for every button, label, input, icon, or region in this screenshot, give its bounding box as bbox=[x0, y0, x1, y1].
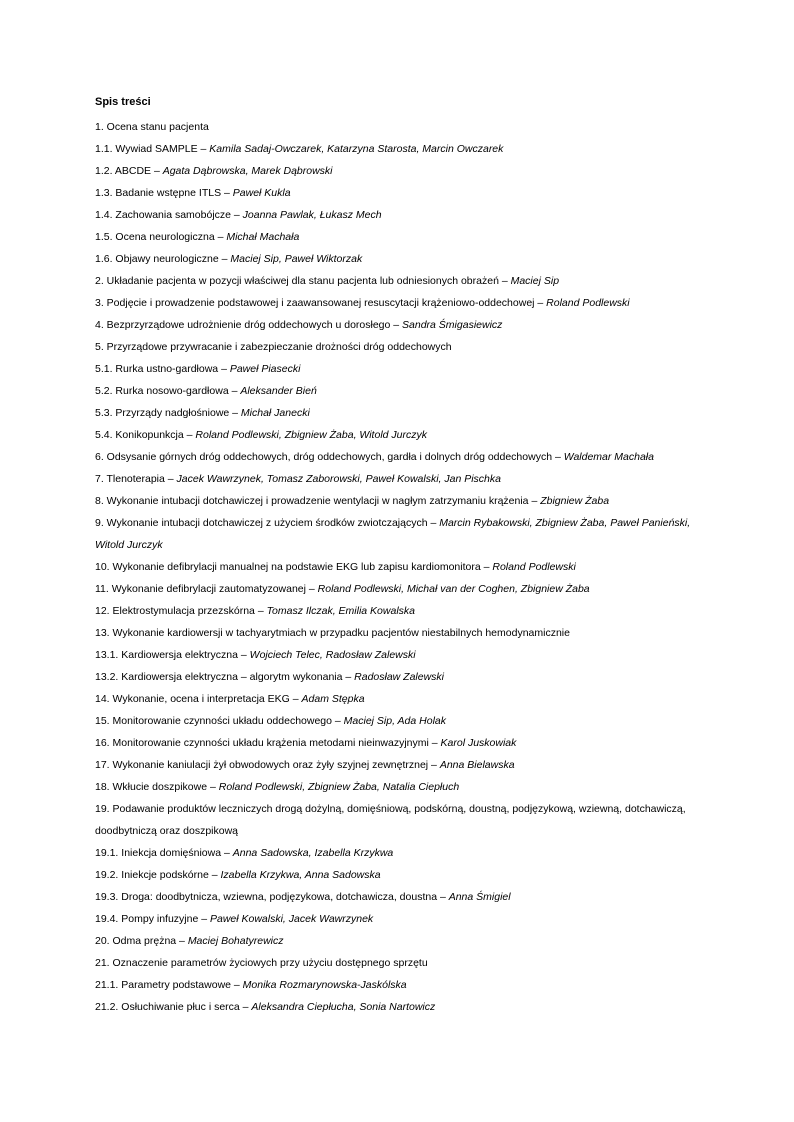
toc-entry-text: 19.1. Iniekcja domięśniowa – bbox=[95, 847, 233, 859]
toc-entry-author: Monika Rozmarynowska-Jaskólska bbox=[242, 979, 407, 991]
toc-entry bbox=[95, 424, 695, 446]
toc-entry bbox=[95, 600, 695, 622]
toc-entry-author: Jacek Wawrzynek, Tomasz Zaborowski, Paweł Kowalski, Jan Pischka bbox=[176, 473, 501, 485]
toc-entry bbox=[95, 886, 695, 908]
toc-entry-text: 20. Odma prężna – bbox=[95, 935, 188, 947]
toc-entry-author: Paweł Kowalski, Jacek Wawrzynek bbox=[209, 913, 374, 925]
toc-entry bbox=[95, 380, 695, 402]
toc-entry bbox=[95, 160, 695, 182]
toc-entry-author: Zbigniew Żaba bbox=[540, 495, 610, 507]
toc-entry bbox=[95, 204, 695, 226]
toc-entry-author: Roland Podlewski, Zbigniew Żaba, Witold Jurczyk bbox=[195, 429, 427, 441]
toc-entry bbox=[95, 226, 695, 248]
toc-entry-author: Waldemar Machała bbox=[563, 451, 654, 463]
toc-entry-author: Paweł Piasecki bbox=[229, 363, 301, 375]
toc-entry-text: 4. Bezprzyrządowe udrożnienie dróg oddechowych u dorosłego – bbox=[95, 319, 403, 331]
toc-entry-text: 21.1. Parametry podstawowe – bbox=[95, 979, 243, 991]
toc-entry-author: Wojciech Telec, Radosław Zalewski bbox=[249, 649, 416, 661]
toc-entry-author: Aleksander Bień bbox=[240, 385, 317, 397]
toc-entry bbox=[95, 710, 695, 732]
toc-entry-text: 13.1. Kardiowersja elektryczna – bbox=[95, 649, 250, 661]
toc-entry-author: Roland Podlewski bbox=[492, 561, 576, 573]
toc-entry-text: 15. Monitorowanie czynności układu oddechowego – bbox=[95, 715, 344, 727]
toc-entry-text: 1.6. Objawy neurologiczne – bbox=[95, 253, 231, 265]
toc-entry bbox=[95, 908, 695, 930]
toc-entry-author: Karol Juskowiak bbox=[440, 737, 517, 749]
toc-entry-text: 5.1. Rurka ustno-gardłowa – bbox=[95, 363, 230, 375]
toc-entry-author: Anna Sadowska, Izabella Krzykwa bbox=[232, 847, 394, 859]
toc-entry-text: 12. Elektrostymulacja przezskórna – bbox=[95, 605, 267, 617]
toc-entry bbox=[95, 842, 695, 864]
toc-entry-text: 5. Przyrządowe przywracanie i zabezpieczanie drożności dróg oddechowych bbox=[95, 341, 452, 353]
toc-entry-text: 1.3. Badanie wstępne ITLS – bbox=[95, 187, 233, 199]
toc-entry bbox=[95, 358, 695, 380]
toc-entry bbox=[95, 578, 695, 600]
toc-title: Spis treści bbox=[95, 96, 151, 108]
toc-entry-author: Sandra Śmigasiewicz bbox=[402, 319, 503, 331]
toc-entry-author: Marcin Rybakowski, Zbigniew Żaba, Paweł Panieński, Witold Jurczyk bbox=[95, 517, 691, 551]
toc-entry bbox=[95, 754, 695, 776]
toc-entry-author: Maciej Sip, Ada Holak bbox=[343, 715, 446, 727]
toc-entry-text: 9. Wykonanie intubacji dotchawiczej z użyciem środków zwiotczających – bbox=[95, 517, 440, 529]
toc-entry bbox=[95, 402, 695, 424]
toc-entry bbox=[95, 996, 695, 1018]
toc-entry bbox=[95, 292, 695, 314]
toc-entry-text: 3. Podjęcie i prowadzenie podstawowej i zaawansowanej resuscytacji krążeniowo-oddechowej – bbox=[95, 297, 547, 309]
toc-entry-author: Roland Podlewski bbox=[546, 297, 630, 309]
toc-entry bbox=[95, 864, 695, 886]
toc-entry-text: 6. Odsysanie górnych dróg oddechowych, dróg oddechowych, gardła i dolnych dróg oddechowych – bbox=[95, 451, 564, 463]
toc-entry bbox=[95, 666, 695, 688]
toc-entry-text: 18. Wkłucie doszpikowe – bbox=[95, 781, 219, 793]
toc-entry bbox=[95, 798, 695, 842]
toc-entry-author: Maciej Bohatyrewicz bbox=[187, 935, 284, 947]
toc-entry-text: 21.2. Osłuchiwanie płuc i serca – bbox=[95, 1001, 252, 1013]
toc-entry bbox=[95, 336, 695, 358]
toc-entry-text: 13. Wykonanie kardiowersji w tachyarytmiach w przypadku pacjentów niestabilnych hemodynamicznie bbox=[95, 627, 570, 639]
toc-entry bbox=[95, 622, 695, 644]
toc-entry-text: 13.2. Kardiowersja elektryczna – algorytm wykonania – bbox=[95, 671, 355, 683]
toc-entry bbox=[95, 952, 695, 974]
toc-entry-text: 5.2. Rurka nosowo-gardłowa – bbox=[95, 385, 241, 397]
toc-entry bbox=[95, 688, 695, 710]
toc-entry bbox=[95, 270, 695, 292]
toc-entry-author: Maciej Sip bbox=[510, 275, 560, 287]
toc-entry-text: 14. Wykonanie, ocena i interpretacja EKG – bbox=[95, 693, 302, 705]
toc-entry-author: Roland Podlewski, Zbigniew Żaba, Natalia Ciepłuch bbox=[218, 781, 460, 793]
toc-list bbox=[95, 116, 695, 1018]
toc-entry-author: Anna Śmigiel bbox=[448, 891, 511, 903]
toc-entry bbox=[95, 974, 695, 996]
toc-entry bbox=[95, 138, 695, 160]
toc-entry-text: 19. Podawanie produktów leczniczych drogą dożylną, domięśniową, podskórną, doustną, podjęzykową, wziewną, dotchawiczą, doodbytniczą oraz doszpikową bbox=[95, 803, 686, 837]
toc-entry-author: Izabella Krzykwa, Anna Sadowska bbox=[220, 869, 381, 881]
toc-entry-author: Adam Stępka bbox=[301, 693, 365, 705]
toc-entry-author: Radosław Zalewski bbox=[354, 671, 445, 683]
toc-entry-author: Tomasz Ilczak, Emilia Kowalska bbox=[266, 605, 415, 617]
toc-entry-author: Michał Machała bbox=[226, 231, 300, 243]
toc-entry-text: 1.5. Ocena neurologiczna – bbox=[95, 231, 227, 243]
toc-entry-text: 16. Monitorowanie czynności układu krążenia metodami nieinwazyjnymi – bbox=[95, 737, 441, 749]
toc-entry-text: 1. Ocena stanu pacjenta bbox=[95, 121, 209, 133]
toc-entry-author: Paweł Kukla bbox=[232, 187, 291, 199]
toc-entry-text: 7. Tlenoterapia – bbox=[95, 473, 177, 485]
toc-entry-text: 10. Wykonanie defibrylacji manualnej na podstawie EKG lub zapisu kardiomonitora – bbox=[95, 561, 493, 573]
toc-entry bbox=[95, 930, 695, 952]
toc-entry-author: Maciej Sip, Paweł Wiktorzak bbox=[230, 253, 363, 265]
toc-entry-text: 1.4. Zachowania samobójcze – bbox=[95, 209, 243, 221]
toc-entry bbox=[95, 556, 695, 578]
toc-entry-text: 11. Wykonanie defibrylacji zautomatyzowanej – bbox=[95, 583, 318, 595]
toc-entry-text: 17. Wykonanie kaniulacji żył obwodowych oraz żyły szyjnej zewnętrznej – bbox=[95, 759, 440, 771]
toc-entry-text: 1.2. ABCDE – bbox=[95, 165, 163, 177]
toc-entry-text: 21. Oznaczenie parametrów życiowych przy użyciu dostępnego sprzętu bbox=[95, 957, 428, 969]
toc-entry-text: 19.3. Droga: doodbytnicza, wziewna, podjęzykowa, dotchawicza, doustna – bbox=[95, 891, 449, 903]
toc-entry-text: 1.1. Wywiad SAMPLE – bbox=[95, 143, 210, 155]
toc-entry bbox=[95, 248, 695, 270]
toc-entry-text: 19.2. Iniekcje podskórne – bbox=[95, 869, 221, 881]
toc-entry-author: Kamila Sadaj-Owczarek, Katarzyna Starosta, Marcin Owczarek bbox=[209, 143, 504, 155]
toc-entry bbox=[95, 732, 695, 754]
toc-entry bbox=[95, 314, 695, 336]
toc-entry bbox=[95, 468, 695, 490]
toc-entry bbox=[95, 182, 695, 204]
toc-entry-author: Michał Janecki bbox=[240, 407, 310, 419]
toc-entry bbox=[95, 446, 695, 468]
toc-entry bbox=[95, 490, 695, 512]
toc-entry-author: Aleksandra Ciepłucha, Sonia Nartowicz bbox=[251, 1001, 436, 1013]
toc-entry-text: 5.4. Konikopunkcja – bbox=[95, 429, 196, 441]
toc-entry bbox=[95, 116, 695, 138]
toc-entry-author: Roland Podlewski, Michał van der Coghen, Zbigniew Żaba bbox=[317, 583, 590, 595]
toc-entry-author: Anna Bielawska bbox=[439, 759, 515, 771]
toc-entry bbox=[95, 776, 695, 798]
document-page bbox=[95, 94, 695, 1018]
toc-entry-text: 8. Wykonanie intubacji dotchawiczej i prowadzenie wentylacji w nagłym zatrzymaniu krążenia – bbox=[95, 495, 541, 507]
toc-entry-text: 5.3. Przyrządy nadgłośniowe – bbox=[95, 407, 241, 419]
toc-entry-text: 19.4. Pompy infuzyjne – bbox=[95, 913, 210, 925]
toc-entry-author: Joanna Pawlak, Łukasz Mech bbox=[242, 209, 382, 221]
toc-entry bbox=[95, 512, 695, 556]
toc-entry bbox=[95, 644, 695, 666]
toc-entry-text: 2. Układanie pacjenta w pozycji właściwej dla stanu pacjenta lub odniesionych obrażeń – bbox=[95, 275, 511, 287]
toc-entry-author: Agata Dąbrowska, Marek Dąbrowski bbox=[162, 165, 333, 177]
